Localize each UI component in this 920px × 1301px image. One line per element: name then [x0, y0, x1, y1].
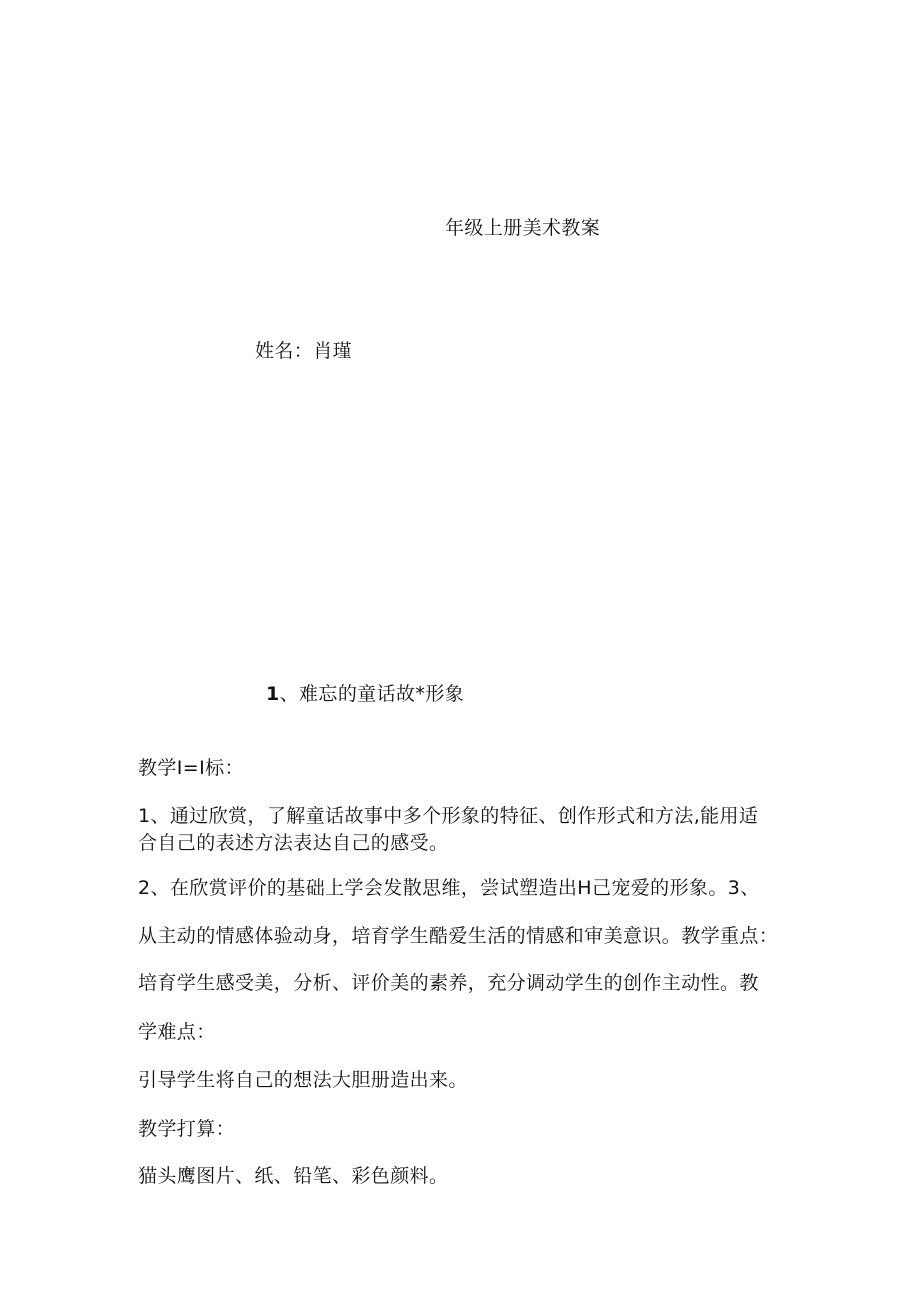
- difficulties-line: 引导学生将自己的想法大胆册造出来。: [138, 1069, 468, 1091]
- document-title: 年级上册美术教案: [445, 217, 601, 239]
- key-points-line: 培育学生感受美，分析、评价美的素养，充分调动学生的创作主动性。教: [138, 972, 759, 994]
- objective-1-line-1: 1、通过欣赏，了解童话故事中多个形象的特征、创作形式和方法,能用适: [138, 805, 759, 827]
- objective-3-line: 从主动的情感体验动身，培育学生酷爱生活的情感和审美意识。教学重点：: [138, 925, 779, 947]
- objective-1-line-2: 合自己的表述方法表达自己的感受。: [138, 832, 449, 854]
- lesson-number: 1: [266, 683, 280, 705]
- preparation-heading: 教学打算：: [138, 1118, 236, 1140]
- preparation-line: 猫头鹰图片、纸、铅笔、彩色颜料。: [138, 1165, 449, 1187]
- objective-2-line: 2、在欣赏评价的基础上学会发散思维，尝试塑造出H己宠爱的形象。3、: [138, 877, 760, 899]
- author-name-line: 姓名：肖瑾: [255, 340, 353, 362]
- lesson-heading: [266, 682, 464, 706]
- lesson-title: 、难忘的童话故*形象: [279, 683, 465, 705]
- objectives-heading: 教学I=I标：: [138, 757, 244, 779]
- difficulties-heading: 学难点：: [138, 1021, 216, 1043]
